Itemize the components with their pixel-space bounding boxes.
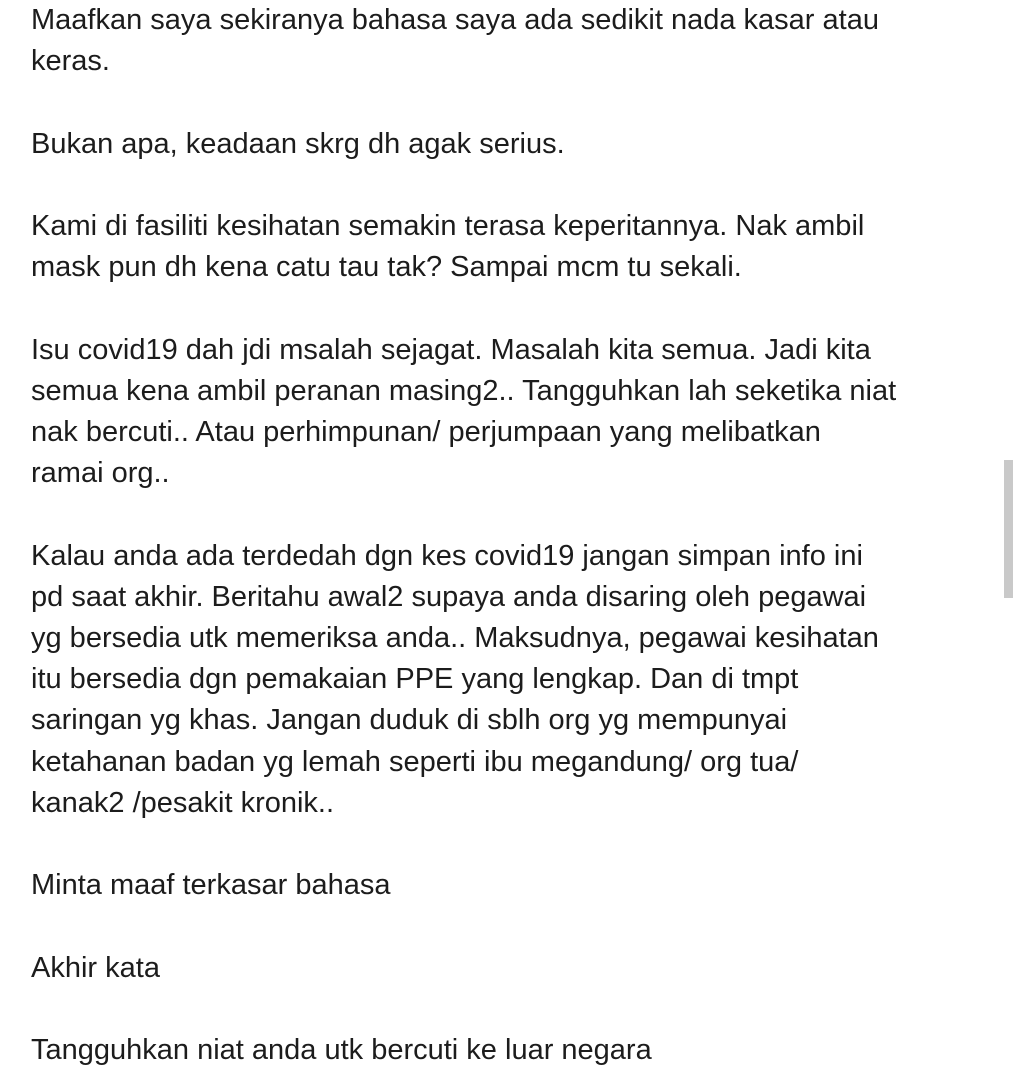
post-body bbox=[31, 0, 1001, 1071]
post-paragraph: Kami di fasiliti kesihatan semakin terasa keperitannya. Nak ambil mask pun dh kena catu tau tak? Sampai mcm tu sekali. bbox=[31, 209, 865, 284]
post-paragraph: Kalau anda ada terdedah dgn kes covid19 jangan simpan info ini pd saat akhir. Beritahu awal2 supaya anda disaring oleh pegawai yg bersedia utk memeriksa anda.. Maksudnya, pegawai kesihatan itu bersedia dgn pemakaian PPE yang lengkap. Dan di tmpt saringan yg khas. Jangan duduk di sblh org yg mempunyai ketahanan badan yg lemah seperti ibu megandung/ org tua/ kanak2 /pesakit kronik.. bbox=[31, 539, 879, 819]
post-paragraph: Tangguhkan niat anda utk bercuti ke luar negara bbox=[31, 1033, 652, 1066]
post-paragraph: Maafkan saya sekiranya bahasa saya ada sedikit nada kasar atau keras. bbox=[31, 4, 879, 78]
scrollbar-thumb[interactable] bbox=[1004, 460, 1013, 598]
post-paragraph: Bukan apa, keadaan skrg dh agak serius. bbox=[31, 127, 565, 160]
post-paragraph: Akhir kata bbox=[31, 951, 160, 984]
post-paragraph: Minta maaf terkasar bahasa bbox=[31, 869, 391, 902]
post-paragraph: Isu covid19 dah jdi msalah sejagat. Masalah kita semua. Jadi kita semua kena ambil peranan masing2.. Tangguhkan lah seketika niat nak bercuti.. Atau perhimpunan/ perjumpaan yang melibatkan ramai org.. bbox=[31, 333, 897, 490]
